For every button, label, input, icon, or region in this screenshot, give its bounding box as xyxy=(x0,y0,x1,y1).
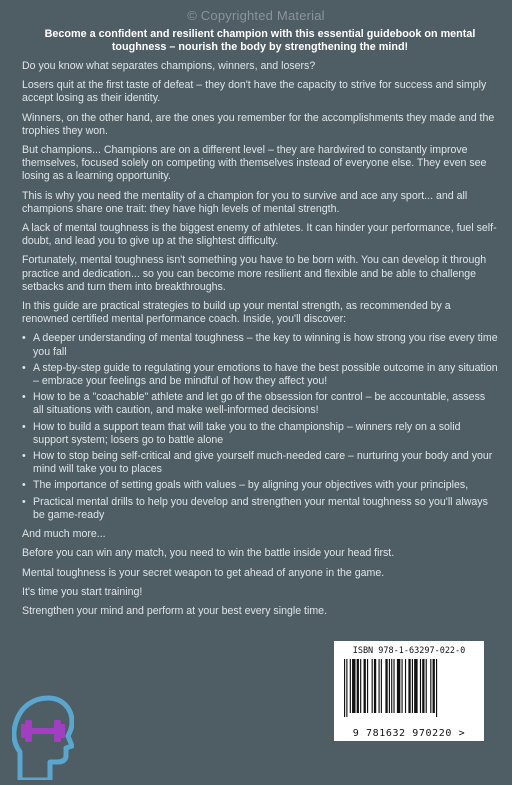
barcode-bar xyxy=(350,659,351,713)
barcode-bar xyxy=(357,659,359,713)
closing-paragraphs xyxy=(22,528,498,618)
paragraph: Fortunately, mental toughness isn't something you have to be born with. You can develop it through practice and dedication... so you can become more resilient and flexible and be able to challenge setbacks and turn them into breakthroughs. xyxy=(22,254,487,293)
intro-paragraphs xyxy=(22,60,498,326)
barcode-bar xyxy=(422,659,424,713)
paragraph: Do you know what separates champions, winners, and losers? xyxy=(22,60,316,72)
list-item: • The importance of setting goals with values – by aligning your objectives with your principles, xyxy=(22,479,498,492)
discover-list xyxy=(22,332,498,522)
list-item: • How to be a "coachable" athlete and let go of the obsession for control – be accountable, assess all situations with caution, and make well-informed decisions! xyxy=(22,391,498,417)
isbn-digits: 9 781632 970220 > xyxy=(352,728,466,739)
isbn-label: ISBN 978-1-63297-022-0 xyxy=(352,646,466,656)
barcode-bar xyxy=(391,659,392,713)
isbn-barcode xyxy=(334,641,484,741)
list-item: • How to build a support team that will take you to the championship – winners rely on a solid support system; losers go to battle alone xyxy=(22,421,498,447)
barcode-bar xyxy=(414,659,417,713)
paragraph: But champions... Champions are on a different level – they are hardwired to constantly improve themselves, focused solely on competing with themselves instead of everyone else. They even see losing as a learning opportunity. xyxy=(22,144,487,183)
barcode-bar xyxy=(364,659,366,713)
barcode-bar xyxy=(393,659,394,713)
barcode-bar xyxy=(430,659,431,713)
paragraph: Before you can win any match, you need to win the battle inside your head first. xyxy=(22,547,395,560)
paragraph: In this guide are practical strategies to build up your mental strength, as recommended by a renowned certified mental performance coach. Inside, you'll discover: xyxy=(22,300,451,326)
paragraph: A lack of mental toughness is the biggest enemy of athletes. It can hinder your performance, fuel self-doubt, and lead you to give up at the slightest difficulty. xyxy=(22,222,497,248)
list-item: • A step-by-step guide to regulating your emotions to have the best possible outcome in any situation – embrace your feelings and be mindful of how they affect you! xyxy=(22,362,498,388)
barcode-bar xyxy=(389,659,390,713)
paragraph: And much more... xyxy=(22,528,106,541)
barcode-bar xyxy=(374,659,376,713)
paragraph: Strengthen your mind and perform at your best every single time. xyxy=(22,604,328,617)
barcode-bar xyxy=(402,659,403,713)
back-cover-text xyxy=(22,28,498,624)
paragraph: This is why you need the mentality of a champion for you to survive and ace any sport... and all champions share one trait: they have high levels of mental strength. xyxy=(22,189,468,215)
head-with-dumbbell-icon xyxy=(12,690,74,780)
barcode-bar xyxy=(397,659,400,713)
barcode-bar xyxy=(344,659,345,717)
headline: Become a confident and resilient champion with this essential guidebook on mental toughness – nourish the body by strengthening the mind! xyxy=(44,28,476,53)
barcode-bar xyxy=(412,659,413,713)
barcode-bar xyxy=(346,659,347,717)
barcode-bar xyxy=(436,659,437,717)
paragraph: Winners, on the other hand, are the ones you remember for the accomplishments they made and the trophies they won. xyxy=(22,111,495,137)
paragraph: It's time you start training! xyxy=(22,585,143,598)
barcode-bar xyxy=(379,659,380,713)
list-item: • A deeper understanding of mental toughness – the key to winning is how strong you rise every time you fall xyxy=(22,332,498,358)
copyright-watermark: © Copyrighted Material xyxy=(187,8,325,23)
barcode-bar xyxy=(408,659,410,713)
barcode-bar xyxy=(352,659,355,713)
barcode-bar xyxy=(385,659,387,713)
list-item: • How to stop being self-critical and give yourself much-needed care – nurturing your body and your mind will take you to places xyxy=(22,450,498,476)
barcode-bar xyxy=(372,659,373,713)
barcode-bar xyxy=(433,659,435,713)
barcode-bars xyxy=(342,659,476,717)
barcode-bar xyxy=(381,659,382,713)
paragraph: Losers quit at the first taste of defeat – they don't have the capacity to strive for success and simply accept losing as their identity. xyxy=(22,79,487,105)
paragraph: Mental toughness is your secret weapon to get ahead of anyone in the game. xyxy=(22,566,385,579)
barcode-bar xyxy=(367,659,368,713)
barcode-bar xyxy=(426,659,427,713)
barcode-bar xyxy=(360,659,361,713)
barcode-bar xyxy=(405,659,406,713)
list-item: • Practical mental drills to help you develop and strengthen your mental toughness so you'll always be game-ready xyxy=(22,496,498,522)
barcode-bar xyxy=(420,659,421,713)
